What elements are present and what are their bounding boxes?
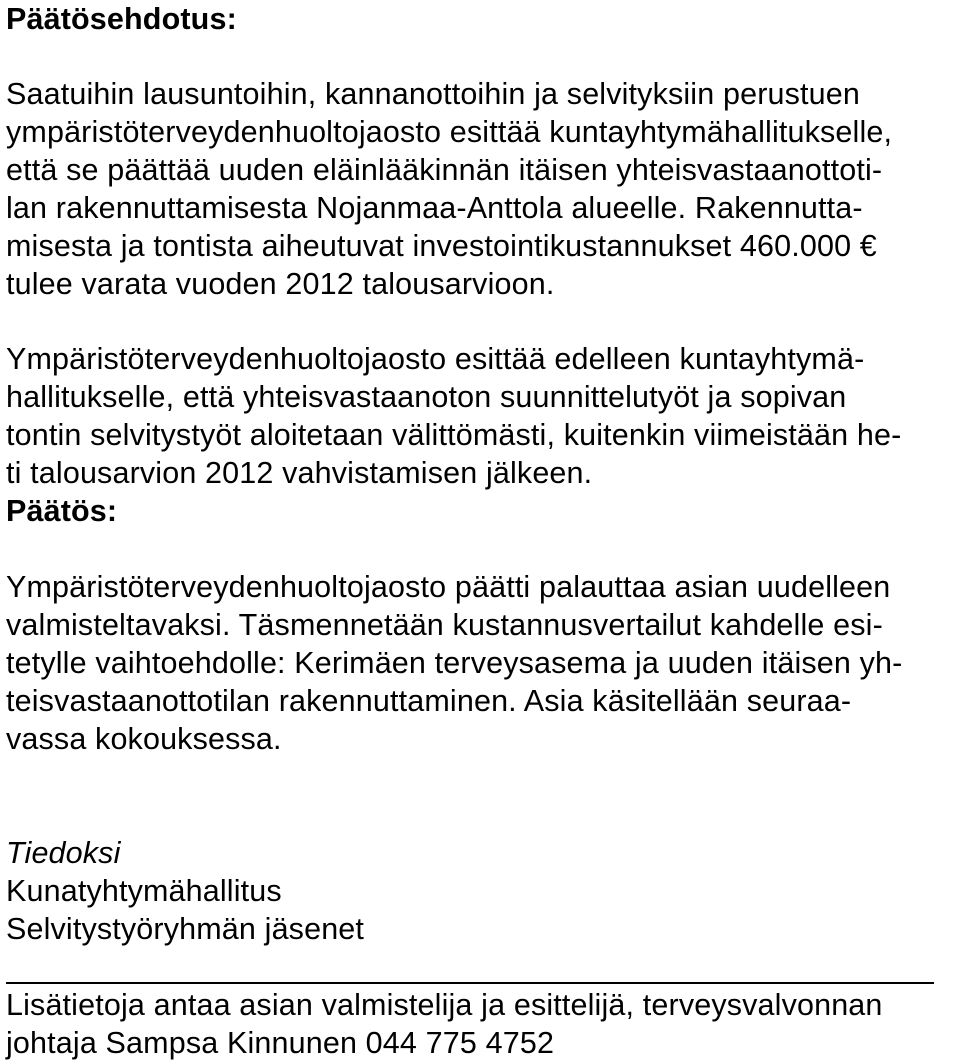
decision-line: Ympäristöterveydenhuoltojaosto päätti palauttaa asian uudelleen — [6, 570, 891, 604]
proposal-p1-line: Saatuihin lausuntoihin, kannanottoihin ja selvityksiin perustuen — [6, 77, 860, 111]
proposal-p1-line: lan rakennuttamisesta Nojanmaa-Anttola alueelle. Rakennutta- — [6, 191, 863, 225]
decision-line: teisvastaanottotilan rakennuttaminen. Asia käsitellään seuraa- — [6, 684, 852, 718]
decision-line: tetylle vaihtoehdolle: Kerimäen terveysasema ja uuden itäisen yh- — [6, 646, 903, 680]
proposal-heading: Päätösehdotus: — [6, 2, 237, 36]
decision-heading: Päätös: — [6, 494, 118, 528]
decision-line: vassa kokouksessa. — [6, 722, 282, 756]
proposal-p1-line: tulee varata vuoden 2012 talousarvioon. — [6, 267, 555, 301]
proposal-p2-line: ti talousarvion 2012 vahvistamisen jälkeen. — [6, 456, 593, 490]
proposal-p1-line: ympäristöterveydenhuoltojaosto esittää kuntayhtymähallitukselle, — [6, 115, 893, 149]
notice-recipient: Selvitystyöryhmän jäsenet — [6, 912, 365, 946]
footer-line: johtaja Sampsa Kinnunen 044 775 4752 — [6, 1026, 555, 1060]
proposal-p1-line: misesta ja tontista aiheutuvat investointikustannukset 460.000 € — [6, 229, 877, 263]
proposal-p2-line: tontin selvitystyöt aloitetaan välittömästi, kuitenkin viimeistään he- — [6, 418, 902, 452]
proposal-p2-line: hallitukselle, että yhteisvastaanoton suunnittelutyöt ja sopivan — [6, 380, 847, 414]
notice-recipient: Kunatyhtymähallitus — [6, 874, 282, 908]
footer-line: Lisätietoja antaa asian valmistelija ja esittelijä, terveysvalvonnan — [6, 988, 883, 1022]
proposal-p2-line: Ympäristöterveydenhuoltojaosto esittää edelleen kuntayhtymä- — [6, 342, 865, 376]
footer-divider — [6, 982, 934, 984]
proposal-p1-line: että se päättää uuden eläinlääkinnän itäisen yhteisvastaanottoti- — [6, 153, 883, 187]
decision-line: valmisteltavaksi. Täsmennetään kustannusvertailut kahdelle esi- — [6, 608, 883, 642]
notice-heading: Tiedoksi — [6, 836, 121, 870]
